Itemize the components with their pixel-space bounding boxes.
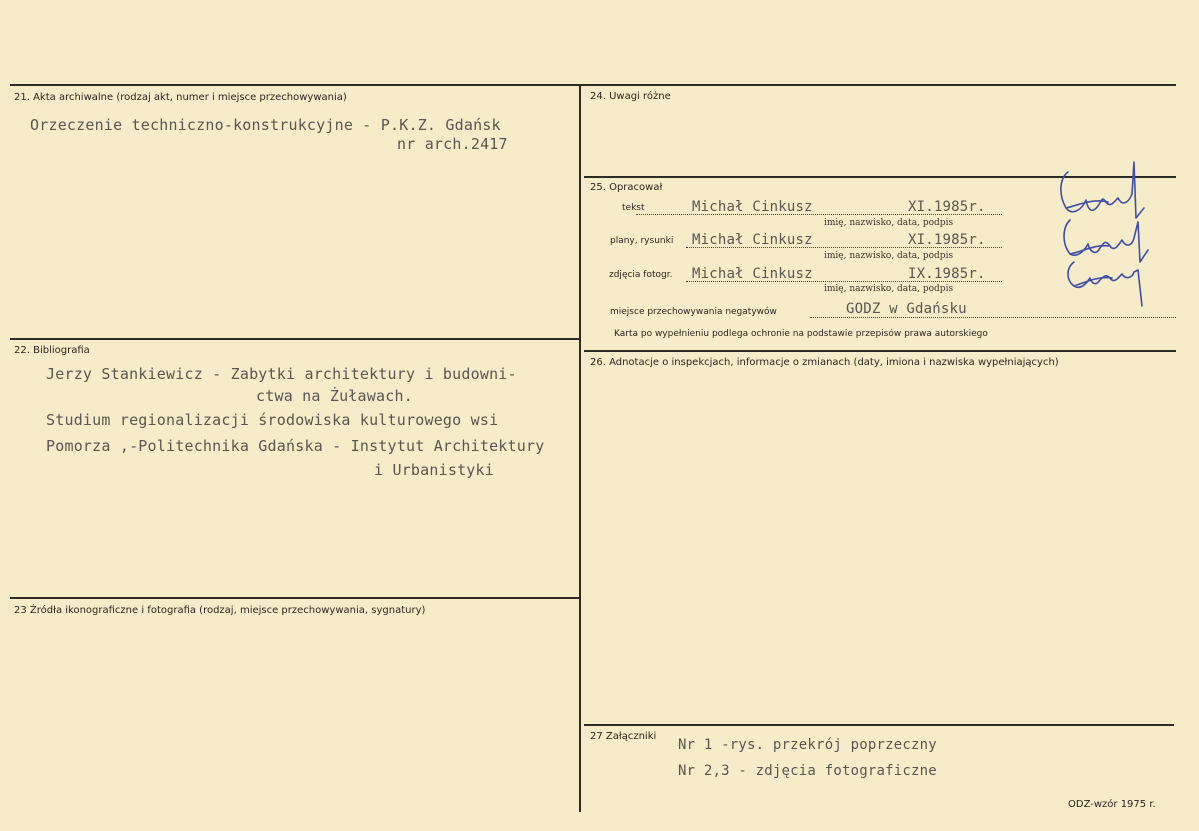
rule-above-27	[584, 724, 1174, 726]
rule-above-26	[584, 350, 1176, 352]
field-tekst-caption: imię, nazwisko, data, podpis	[824, 218, 954, 228]
copyright-note: Karta po wypełnieniu podlega ochronie na podstawie przepisów prawa autorskiego	[614, 329, 988, 339]
field-zdjecia-date: IX.1985r.	[908, 266, 986, 282]
field-plany-date: XI.1985r.	[908, 232, 986, 248]
field-zdjecia-label: zdjęcia fotogr.	[609, 270, 673, 280]
section27-label: 27 Załączniki	[590, 731, 657, 742]
negatives-line	[810, 317, 1176, 318]
rule-above-22	[10, 338, 580, 340]
section21-line2: nr arch.2417	[397, 135, 508, 153]
section27-line1: Nr 1 -rys. przekrój poprzeczny	[678, 737, 937, 753]
section26-label: 26. Adnotacje o inspekcjach, informacje o zmianach (daty, imiona i nazwiska wypełniających)	[590, 357, 1059, 368]
section22-label: 22. Bibliografia	[14, 345, 90, 356]
field-tekst-date: XI.1985r.	[908, 199, 986, 215]
field-plany-name: Michał Cinkusz	[692, 232, 813, 248]
center-divider	[579, 84, 581, 812]
field-zdjecia-name: Michał Cinkusz	[692, 266, 813, 282]
form-id: ODZ-wzór 1975 r.	[1068, 799, 1156, 810]
field-plany-caption: imię, nazwisko, data, podpis	[824, 251, 954, 261]
section25-label: 25. Opracował	[590, 182, 663, 193]
negatives-label: miejsce przechowywania negatywów	[610, 307, 777, 317]
top-rule	[10, 84, 1176, 86]
field-tekst-name: Michał Cinkusz	[692, 199, 813, 215]
field-zdjecia-caption: imię, nazwisko, data, podpis	[824, 284, 954, 294]
field-plany-label: plany, rysunki	[610, 236, 674, 246]
section22-line3: Studium regionalizacji środowiska kulturowego wsi	[46, 411, 499, 429]
handwritten-signature-icon	[1052, 158, 1162, 308]
section27-line2: Nr 2,3 - zdjęcia fotograficzne	[678, 763, 937, 779]
section22-line2: ctwa na Żuławach.	[256, 387, 413, 405]
section21-label: 21. Akta archiwalne (rodzaj akt, numer i miejsce przechowywania)	[14, 92, 347, 103]
section24-label: 24. Uwagi różne	[590, 91, 671, 102]
section23-label: 23 Źródła ikonograficzne i fotografia (rodzaj, miejsce przechowywania, sygnatury)	[14, 605, 426, 616]
section22-line5: i Urbanistyki	[374, 461, 494, 479]
section22-line1: Jerzy Stankiewicz - Zabytki architektury i budowni-	[46, 365, 517, 383]
field-tekst-label: tekst	[622, 203, 645, 213]
rule-above-23	[10, 597, 580, 599]
section21-line1: Orzeczenie techniczno-konstrukcyjne - P.K.Z. Gdańsk	[30, 116, 501, 134]
negatives-value: GODZ w Gdańsku	[846, 301, 967, 317]
section22-line4: Pomorza ,-Politechnika Gdańska - Instytut Architektury	[46, 437, 545, 455]
